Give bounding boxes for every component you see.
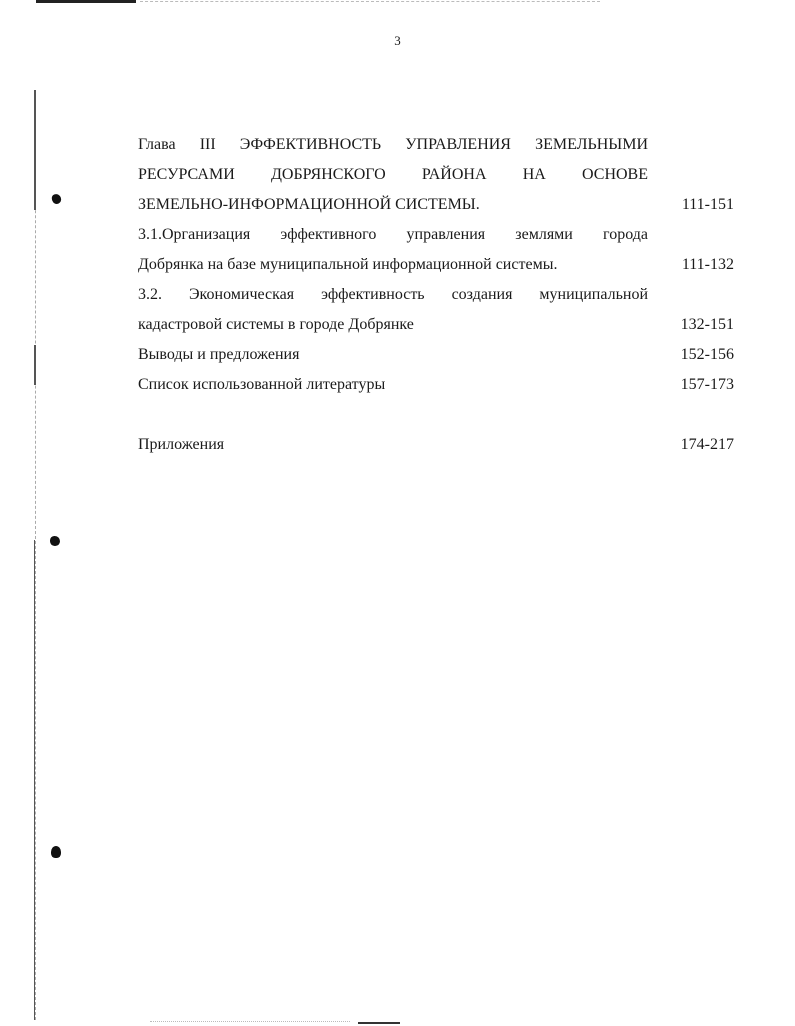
scan-artifact-left-mark xyxy=(34,90,36,210)
page-number: 3 xyxy=(394,33,401,48)
toc-entry-chapter3-line1 xyxy=(138,130,734,160)
toc-entry-pages: 174-217 xyxy=(680,436,734,453)
toc-entry-text: ЗЕМЕЛЬНО-ИНФОРМАЦИОННОЙ СИСТЕМЫ. xyxy=(138,196,480,213)
binder-hole-mark xyxy=(51,846,61,858)
toc-entry-appendices xyxy=(138,430,734,460)
scan-artifact-bottom-faint xyxy=(150,1021,350,1023)
toc-entry-text: Выводы и предложения xyxy=(138,346,300,363)
binder-hole-mark xyxy=(50,536,60,546)
toc-entry-section-3-2-line1 xyxy=(138,280,734,310)
toc-entry-pages: 157-173 xyxy=(680,376,734,393)
table-of-contents xyxy=(138,130,734,460)
toc-entry-references xyxy=(138,370,734,400)
toc-entry-section-3-1-line1 xyxy=(138,220,734,250)
toc-entry-pages: 152-156 xyxy=(680,346,734,363)
toc-entry-section-3-2-line2 xyxy=(138,310,734,340)
scan-artifact-left-mark xyxy=(34,345,36,385)
toc-entry-chapter3-line3 xyxy=(138,190,734,220)
toc-entry-chapter3-line2 xyxy=(138,160,734,190)
toc-entry-pages: 132-151 xyxy=(680,316,734,333)
toc-entry-text: Добрянка на базе муниципальной информационной системы. xyxy=(138,256,558,273)
binder-hole-mark xyxy=(51,193,63,205)
toc-entry-text: 3.2. Экономическая эффективность создания муниципальной xyxy=(138,286,648,303)
toc-entry-text: Список использованной литературы xyxy=(138,376,386,393)
scan-artifact-top xyxy=(36,0,136,3)
toc-entry-text: кадастровой системы в городе Добрянке xyxy=(138,316,414,333)
toc-entry-pages: 111-132 xyxy=(681,256,734,273)
scan-artifact-top-faint xyxy=(140,1,600,3)
scan-artifact-bottom xyxy=(358,1022,400,1024)
toc-entry-text: 3.1.Организация эффективного управления землями города xyxy=(138,226,648,243)
scan-artifact-left-edge xyxy=(35,90,37,1020)
toc-entry-text: Глава III ЭФФЕКТИВНОСТЬ УПРАВЛЕНИЯ ЗЕМЕЛЬНЫМИ xyxy=(138,136,648,153)
toc-entry-text: Приложения xyxy=(138,436,225,453)
toc-entry-section-3-1-line2 xyxy=(138,250,734,280)
scan-artifact-left-mark xyxy=(34,540,35,1020)
toc-entry-conclusions xyxy=(138,340,734,370)
toc-entry-text: РЕСУРСАМИ ДОБРЯНСКОГО РАЙОНА НА ОСНОВЕ xyxy=(138,166,648,183)
toc-entry-pages: 111-151 xyxy=(681,196,734,213)
